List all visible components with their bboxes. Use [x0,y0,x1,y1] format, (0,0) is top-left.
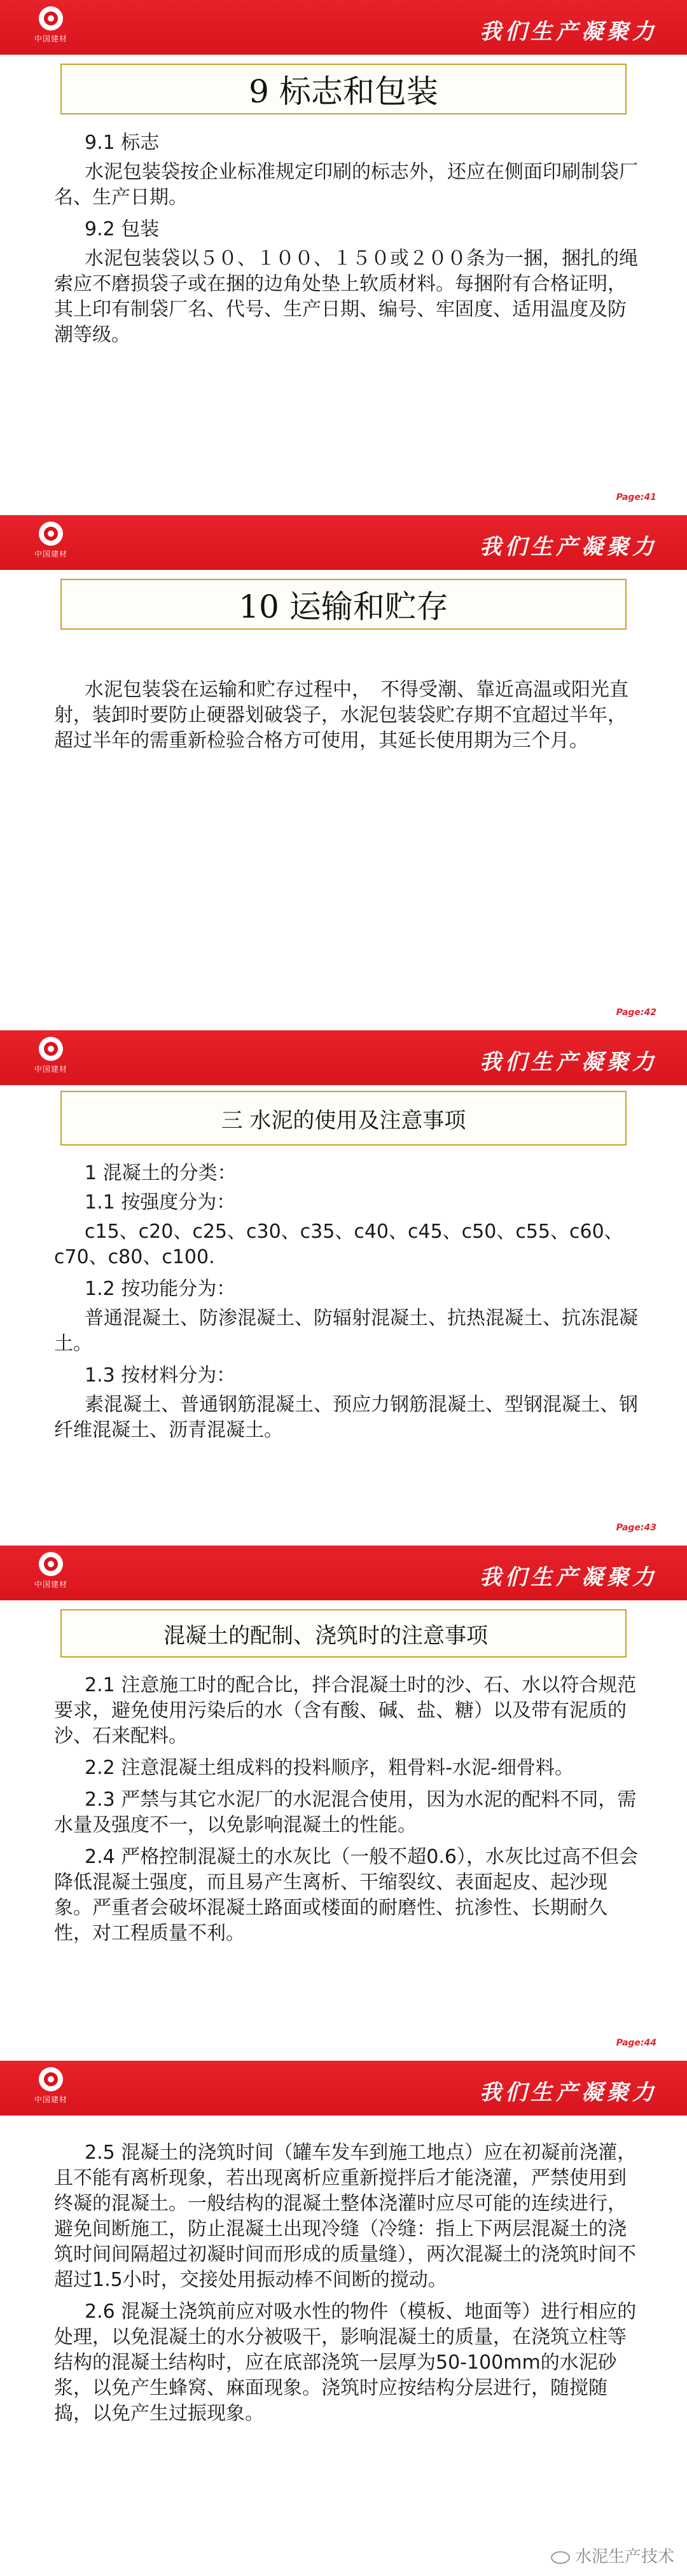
list-item: 1.1 按强度分为： [85,1191,236,1214]
page-number: Page:42 [616,1008,656,1018]
slide-body [54,1161,639,1450]
body-paragraph: 2.1 注意施工时的配合比，拌合混凝土时的沙、石、水以符合规范要求，避免使用污染后的水（含有酸、碱、盐、糖）以及带有泥质的沙、石来配料。 [54,1674,637,1747]
body-paragraph: 2.4 严格控制混凝土的水灰比（一般不超0.6），水灰比过高不但会降低混凝土强度，而且易产生离析、干缩裂纹、表面起皮、起沙现象。严重者会破坏混凝土路面或楼面的耐磨性、抗渗性、长期耐久性，对工程质量不利。 [54,1846,638,1944]
slide-41 [0,0,687,515]
logo-icon [39,6,63,31]
body-paragraph: 2.3 严禁与其它水泥厂的水泥混合使用，因为水泥的配料不同，需水量及强度不一，以免影响混凝土的性能。 [54,1789,637,1836]
watermark-text: 水泥生产技术 [574,2547,674,2566]
slide-45 [0,2061,687,2576]
section-heading: 9.1 标志 [85,132,160,154]
slogan: 我们生产凝聚力 [480,19,658,45]
section-text: 水泥包装袋按企业标准规定印刷的标志外，还应在侧面印刷制袋厂名、生产日期。 [54,161,638,209]
slide-42 [0,515,687,1030]
page-number: Page:41 [616,492,656,502]
slogan: 我们生产凝聚力 [480,534,658,560]
logo-text: 中国建材 [34,1580,67,1589]
slide-body [54,130,639,354]
slide-title: 三 水泥的使用及注意事项 [60,1091,627,1146]
slide-title: 10 运输和贮存 [60,579,627,630]
list-item: c15、c20、c25、c30、c35、c40、c45、c50、c55、c60、c70、c80、c100. [54,1221,623,1268]
list-item: 1.2 按功能分为： [85,1278,236,1300]
list-item: 素混凝土、普通钢筋混凝土、预应力钢筋混凝土、型钢混凝土、钢纤维混凝土、沥青混凝土。 [54,1394,638,1441]
slide-body [54,677,639,760]
list-item: 1.3 按材料分为： [85,1364,236,1387]
company-logo [32,1037,70,1079]
slide-body [54,2140,639,2433]
watermark [551,2544,674,2567]
company-logo [32,2067,70,2109]
company-logo [32,1552,70,1594]
section-heading: 9.2 包装 [85,218,160,240]
slogan: 我们生产凝聚力 [480,1565,658,1590]
logo-text: 中国建材 [34,1065,67,1074]
body-paragraph: 2.6 混凝土浇筑前应对吸水性的物件（模板、地面等）进行相应的处理，以免混凝土的水分被吸干，影响混凝土的质量，在浇筑立柱等结构的混凝土结构时，应在底部浇筑一层厚为50-100mm的水泥砂浆，以免产生蜂窝、麻面现象。浇筑时应按结构分层进行，随搅随捣，以免产生过振现象。 [54,2301,637,2425]
slide-43 [0,1030,687,1546]
company-logo [32,522,70,564]
body-paragraph: 2.5 混凝土的浇筑时间（罐车发车到施工地点）应在初凝前浇灌，且不能有离析现象，若出现离析应重新搅拌后才能浇灌，严禁使用到终凝的混凝土。一般结构的混凝土整体浇灌时应尽可能的连续进行，避免间断施工，防止混凝土出现冷缝（冷缝：指上下两层混凝土的浇筑时间间隔超过初凝时间而形成的质量缝），两次混凝土的浇筑时间不超过1.5小时，交接处用振动棒不间断的搅动。 [54,2142,637,2291]
body-text: 水泥包装袋在运输和贮存过程中， 不得受潮、靠近高温或阳光直射，装卸时要防止硬器划破袋子，水泥包装袋贮存期不宜超过半年，超过半年的需重新检验合格方可使用，其延长使用期为三个月。 [54,679,628,752]
slide-title: 混凝土的配制、浇筑时的注意事项 [60,1609,627,1658]
logo-icon [39,2067,63,2091]
slogan: 我们生产凝聚力 [480,2080,658,2105]
list-item: 1 混凝土的分类： [85,1162,237,1184]
header-bar [0,0,687,55]
wechat-icon [551,2551,570,2564]
slogan: 我们生产凝聚力 [480,1049,658,1075]
slide-body [54,1673,639,1953]
section-text: 水泥包装袋以５０、１００、１５０或２００条为一捆，捆扎的绳索应不磨损袋子或在捆的边角处垫上软质材料。每捆附有合格证明，其上印有制袋厂名、代号、生产日期、编号、牢固度、适用温度及防潮等级。 [54,247,638,346]
logo-text: 中国建材 [34,2095,67,2104]
slide-title: 9 标志和包装 [60,64,627,114]
logo-icon [39,1552,63,1576]
header-bar [0,1546,687,1600]
company-logo [32,6,70,48]
body-paragraph: 2.2 注意混凝土组成料的投料顺序，粗骨料-水泥-细骨料。 [85,1757,574,1779]
logo-icon [39,522,63,546]
logo-text: 中国建材 [34,550,67,558]
page-number: Page:43 [616,1523,656,1533]
header-bar [0,515,687,570]
list-item: 普通混凝土、防渗混凝土、防辐射混凝土、抗热混凝土、抗冻混凝土。 [54,1307,638,1355]
page-number: Page:44 [616,2038,656,2048]
header-bar [0,2061,687,2116]
logo-text: 中国建材 [34,34,67,43]
slide-44 [0,1546,687,2061]
logo-icon [39,1037,63,1061]
header-bar [0,1030,687,1085]
